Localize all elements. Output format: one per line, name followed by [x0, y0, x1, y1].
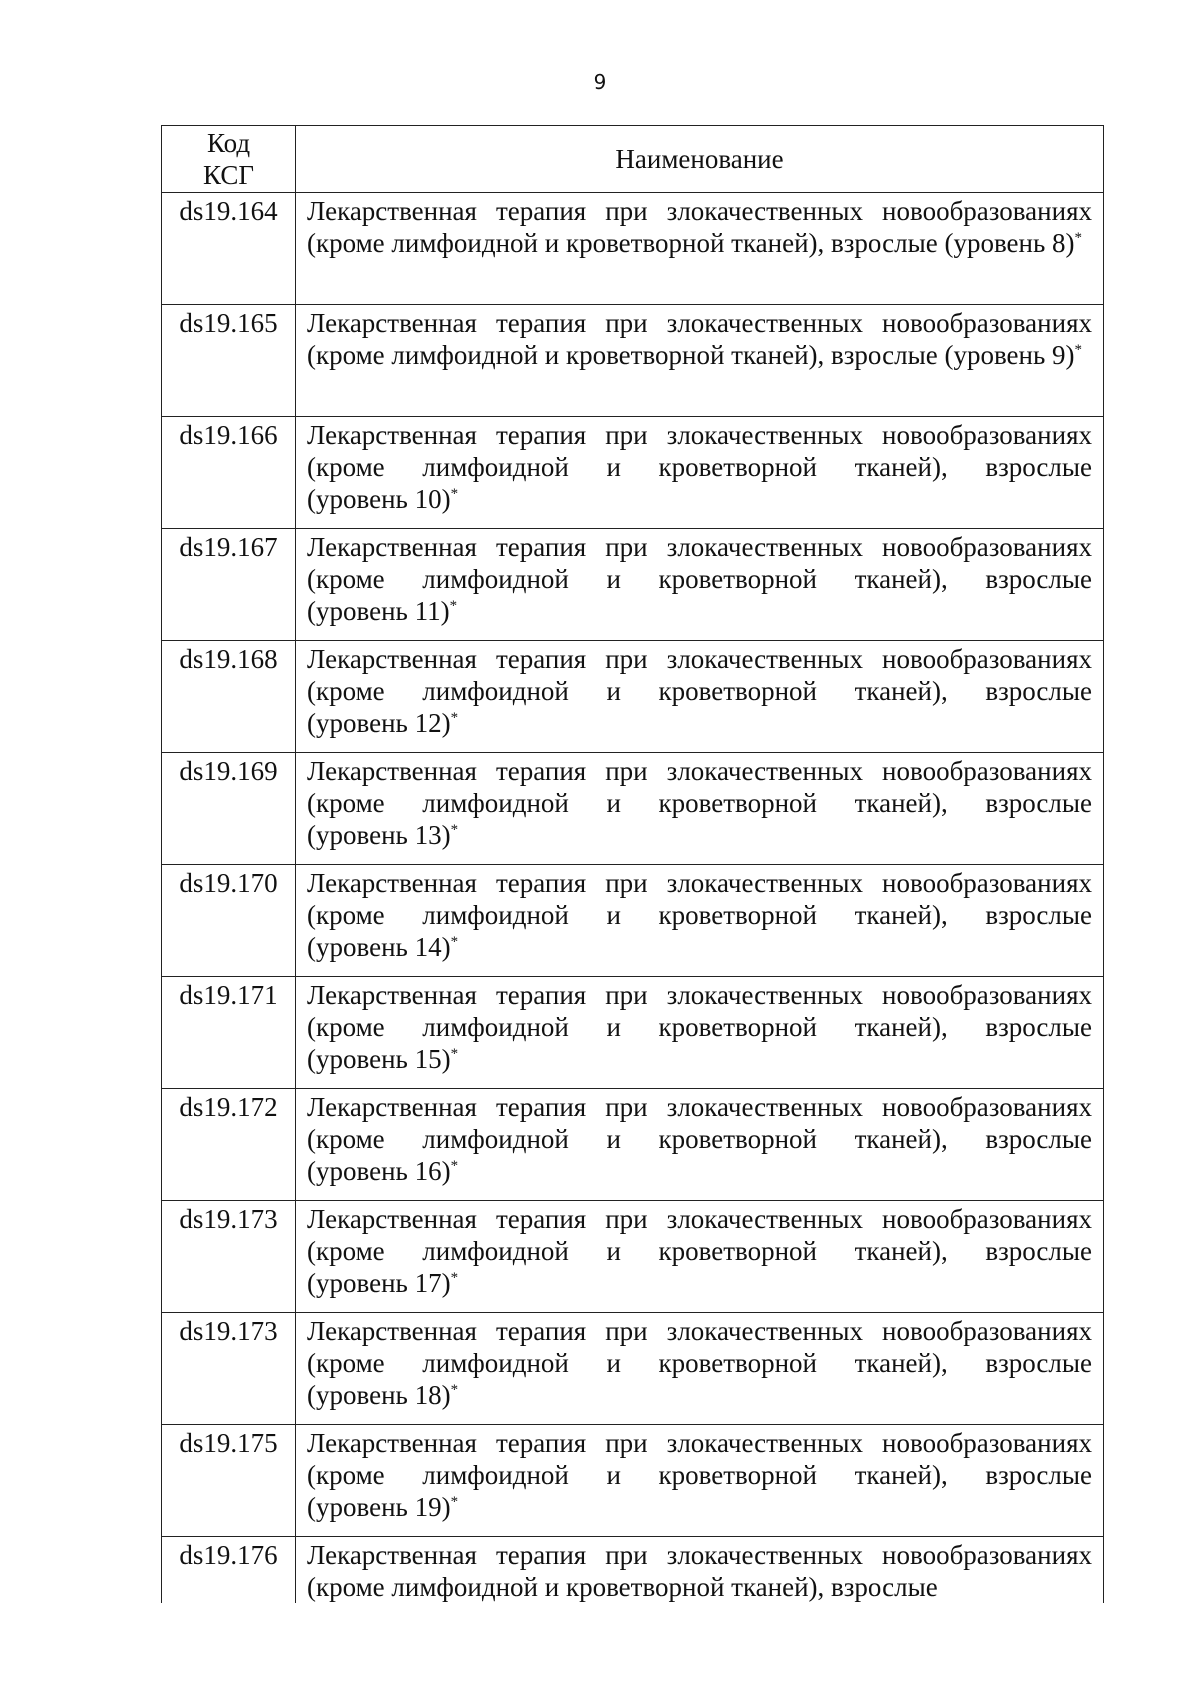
ksg-code: ds19.166	[162, 417, 296, 529]
ksg-name: Лекарственная терапия при злокачественных новообразованиях (кроме лимфоидной и кроветворной тканей), взрослые	[307, 196, 1092, 258]
footnote-mark: *	[450, 1270, 459, 1286]
table-row	[162, 1313, 1104, 1425]
ksg-name: Лекарственная терапия при злокачественных новообразованиях (кроме лимфоидной и кроветворной тканей), взрослые	[307, 756, 1092, 818]
ksg-name: Лекарственная терапия при злокачественных новообразованиях (кроме лимфоидной и кроветворной тканей), взрослые	[307, 532, 1092, 594]
ksg-name-cell	[296, 529, 1104, 641]
footnote-mark: *	[1074, 342, 1083, 358]
ksg-name-cell	[296, 865, 1104, 977]
footnote-mark: *	[450, 1494, 459, 1510]
ksg-name: Лекарственная терапия при злокачественных новообразованиях (кроме лимфоидной и кроветворной тканей), взрослые	[307, 980, 1092, 1042]
table-row	[162, 529, 1104, 641]
code-column-header	[162, 126, 296, 193]
footnote-mark: *	[450, 1158, 459, 1174]
ksg-code: ds19.172	[162, 1089, 296, 1201]
ksg-level: (уровень 9)	[944, 340, 1075, 370]
table-row	[162, 977, 1104, 1089]
table-row	[162, 1537, 1104, 1604]
name-column-header: Наименование	[296, 126, 1104, 193]
footnote-mark: *	[1074, 230, 1083, 246]
ksg-name-cell	[296, 417, 1104, 529]
footnote-mark: *	[450, 486, 459, 502]
code-header-line-1: Код	[206, 128, 251, 158]
ksg-name: Лекарственная терапия при злокачественных новообразованиях (кроме лимфоидной и кроветворной тканей), взрослые	[307, 868, 1092, 930]
footnote-mark: *	[450, 710, 459, 726]
footnote-mark: *	[450, 822, 459, 838]
ksg-code: ds19.169	[162, 753, 296, 865]
code-header-line-2: КСГ	[203, 160, 254, 190]
ksg-level: (уровень 15)	[307, 1044, 451, 1074]
ksg-name: Лекарственная терапия при злокачественных новообразованиях (кроме лимфоидной и кроветворной тканей), взрослые	[307, 644, 1092, 706]
ksg-name-cell	[296, 1313, 1104, 1425]
ksg-code: ds19.173	[162, 1201, 296, 1313]
ksg-level: (уровень 11)	[307, 596, 450, 626]
ksg-name-cell	[296, 1537, 1104, 1604]
ksg-level: (уровень 12)	[307, 708, 451, 738]
ksg-name-cell	[296, 977, 1104, 1089]
table-row	[162, 1089, 1104, 1201]
table-row	[162, 641, 1104, 753]
ksg-code: ds19.167	[162, 529, 296, 641]
table-row	[162, 753, 1104, 865]
page-number: 9	[593, 70, 607, 94]
ksg-level: (уровень 8)	[944, 228, 1075, 258]
ksg-name: Лекарственная терапия при злокачественных новообразованиях (кроме лимфоидной и кроветворной тканей), взрослые	[307, 1316, 1092, 1378]
table-row	[162, 305, 1104, 417]
ksg-name: Лекарственная терапия при злокачественных новообразованиях (кроме лимфоидной и кроветворной тканей), взрослые	[307, 1204, 1092, 1266]
ksg-name-cell	[296, 1089, 1104, 1201]
table-row	[162, 1201, 1104, 1313]
ksg-name-cell	[296, 753, 1104, 865]
ksg-level: (уровень 19)	[307, 1492, 451, 1522]
ksg-code: ds19.175	[162, 1425, 296, 1537]
ksg-name: Лекарственная терапия при злокачественных новообразованиях (кроме лимфоидной и кроветворной тканей), взрослые	[307, 308, 1092, 370]
ksg-code: ds19.170	[162, 865, 296, 977]
ksg-level: (уровень 10)	[307, 484, 451, 514]
ksg-name-cell	[296, 641, 1104, 753]
ksg-level: (уровень 16)	[307, 1156, 451, 1186]
ksg-name-cell	[296, 1425, 1104, 1537]
ksg-level: (уровень 14)	[307, 932, 451, 962]
table-row	[162, 1425, 1104, 1537]
ksg-code: ds19.173	[162, 1313, 296, 1425]
footnote-mark: *	[450, 934, 459, 950]
ksg-name: Лекарственная терапия при злокачественных новообразованиях (кроме лимфоидной и кроветворной тканей), взрослые	[307, 420, 1092, 482]
ksg-level: (уровень 13)	[307, 820, 451, 850]
table-row	[162, 865, 1104, 977]
table-row	[162, 193, 1104, 305]
ksg-name: Лекарственная терапия при злокачественных новообразованиях (кроме лимфоидной и кроветворной тканей), взрослые	[307, 1540, 1092, 1602]
ksg-code: ds19.176	[162, 1537, 296, 1604]
table-row	[162, 417, 1104, 529]
ksg-name-cell	[296, 1201, 1104, 1313]
footnote-mark: *	[449, 598, 458, 614]
ksg-name: Лекарственная терапия при злокачественных новообразованиях (кроме лимфоидной и кроветворной тканей), взрослые	[307, 1428, 1092, 1490]
ksg-code: ds19.164	[162, 193, 296, 305]
footnote-mark: *	[450, 1046, 459, 1062]
ksg-name: Лекарственная терапия при злокачественных новообразованиях (кроме лимфоидной и кроветворной тканей), взрослые	[307, 1092, 1092, 1154]
table-header-row	[162, 126, 1104, 193]
ksg-level: (уровень 17)	[307, 1268, 451, 1298]
ksg-table	[161, 125, 1104, 1603]
ksg-name-cell	[296, 305, 1104, 417]
ksg-code: ds19.168	[162, 641, 296, 753]
ksg-code: ds19.165	[162, 305, 296, 417]
footnote-mark: *	[450, 1382, 459, 1398]
ksg-code: ds19.171	[162, 977, 296, 1089]
ksg-level: (уровень 18)	[307, 1380, 451, 1410]
ksg-name-cell	[296, 193, 1104, 305]
